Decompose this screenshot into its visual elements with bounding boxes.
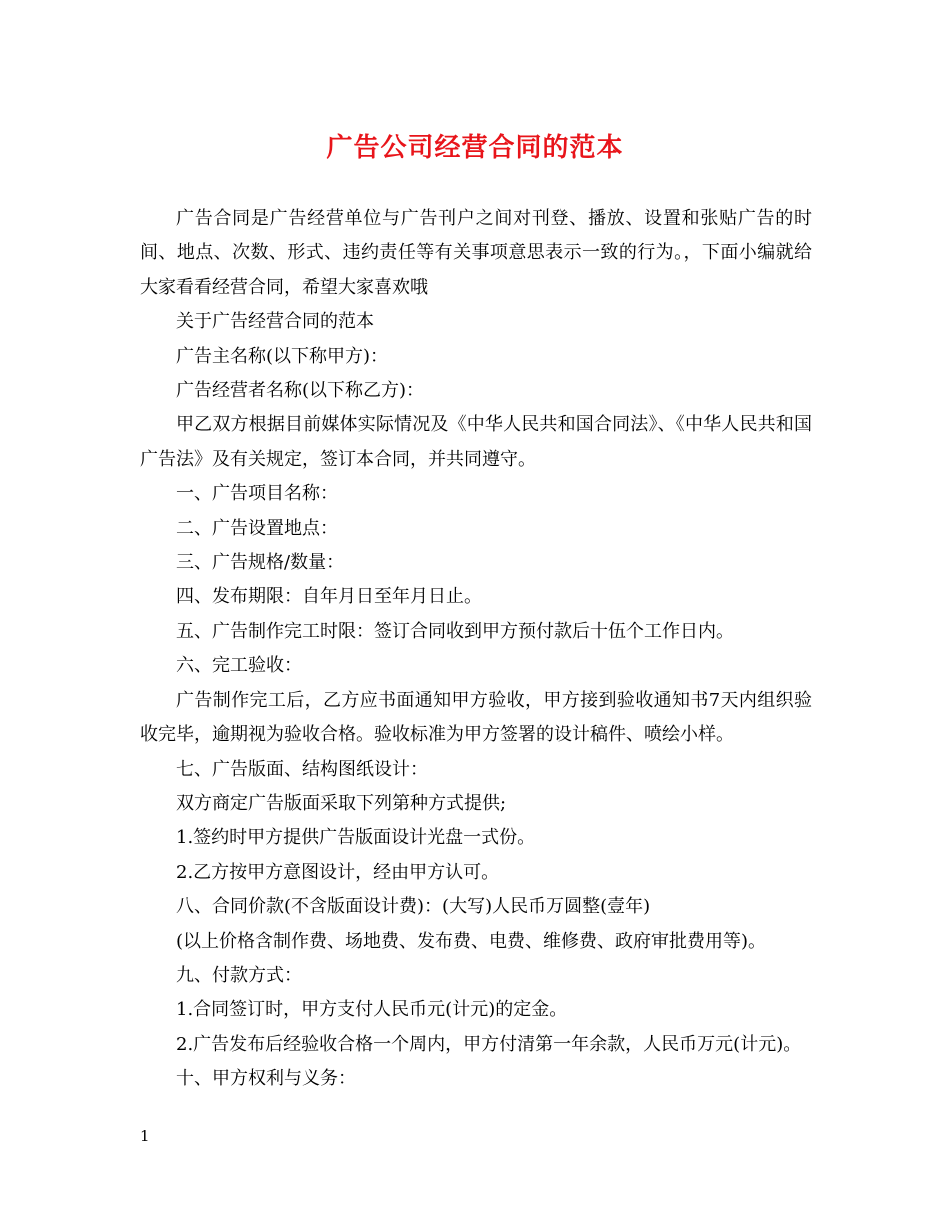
paragraph: 2.广告发布后经验收合格一个周内，甲方付清第一年余款，人民币万元(计元)。 (176, 1033, 802, 1055)
paragraph: 五、广告制作完工时限：签订合同收到甲方预付款后十伍个工作日内。 (176, 620, 734, 642)
document-body (140, 202, 812, 1097)
paragraph: 甲乙双方根据目前媒体实际情况及《中华人民共和国合同法》、《中华人民共和国广告法》及有关规定，签订本合同，并共同遵守。 (140, 414, 812, 470)
paragraph: 双方商定广告版面采取下列第种方式提供; (176, 792, 507, 814)
paragraph: 七、广告版面、结构图纸设计： (176, 758, 428, 780)
paragraph: 关于广告经营合同的范本 (176, 311, 374, 333)
paragraph: 1.签约时甲方提供广告版面设计光盘一式份。 (176, 827, 536, 849)
paragraph: 广告制作完工后，乙方应书面通知甲方验收，甲方接到验收通知书7天内组织验收完毕，逾期视为验收合格。验收标准为甲方签署的设计稿件、喷绘小样。 (140, 689, 812, 746)
paragraph: 一、广告项目名称： (176, 483, 338, 505)
paragraph: 四、发布期限：自年月日至年月日止。 (176, 586, 482, 608)
paragraph: 广告经营者名称(以下称乙方)： (176, 380, 425, 402)
paragraph: 十、甲方权利与义务： (176, 1068, 356, 1090)
paragraph: 广告主名称(以下称甲方)： (176, 345, 389, 367)
document-title: 广告公司经营合同的范本 (326, 133, 624, 163)
paragraph: 六、完工验收： (176, 655, 302, 677)
paragraph: 2.乙方按甲方意图设计，经由甲方认可。 (176, 861, 500, 883)
paragraph: 九、付款方式： (176, 964, 302, 986)
paragraph: 三、广告规格/数量： (176, 552, 345, 574)
paragraph: 二、广告设置地点： (176, 517, 338, 539)
page-number: 1 (140, 1127, 150, 1145)
paragraph: 广告合同是广告经营单位与广告刊户之间对刊登、播放、设置和张贴广告的时间、地点、次数、形式、违约责任等有关事项意思表示一致的行为。，下面小编就给大家看看经营合同，希望大家喜欢哦 (140, 208, 812, 298)
paragraph: (以上价格含制作费、场地费、发布费、电费、维修费、政府审批费用等)。 (176, 930, 767, 952)
paragraph: 1.合同签订时，甲方支付人民币元(计元)的定金。 (176, 999, 568, 1021)
paragraph: 八、合同价款(不含版面设计费)：(大写)人民币万圆整(壹年) (176, 896, 651, 918)
